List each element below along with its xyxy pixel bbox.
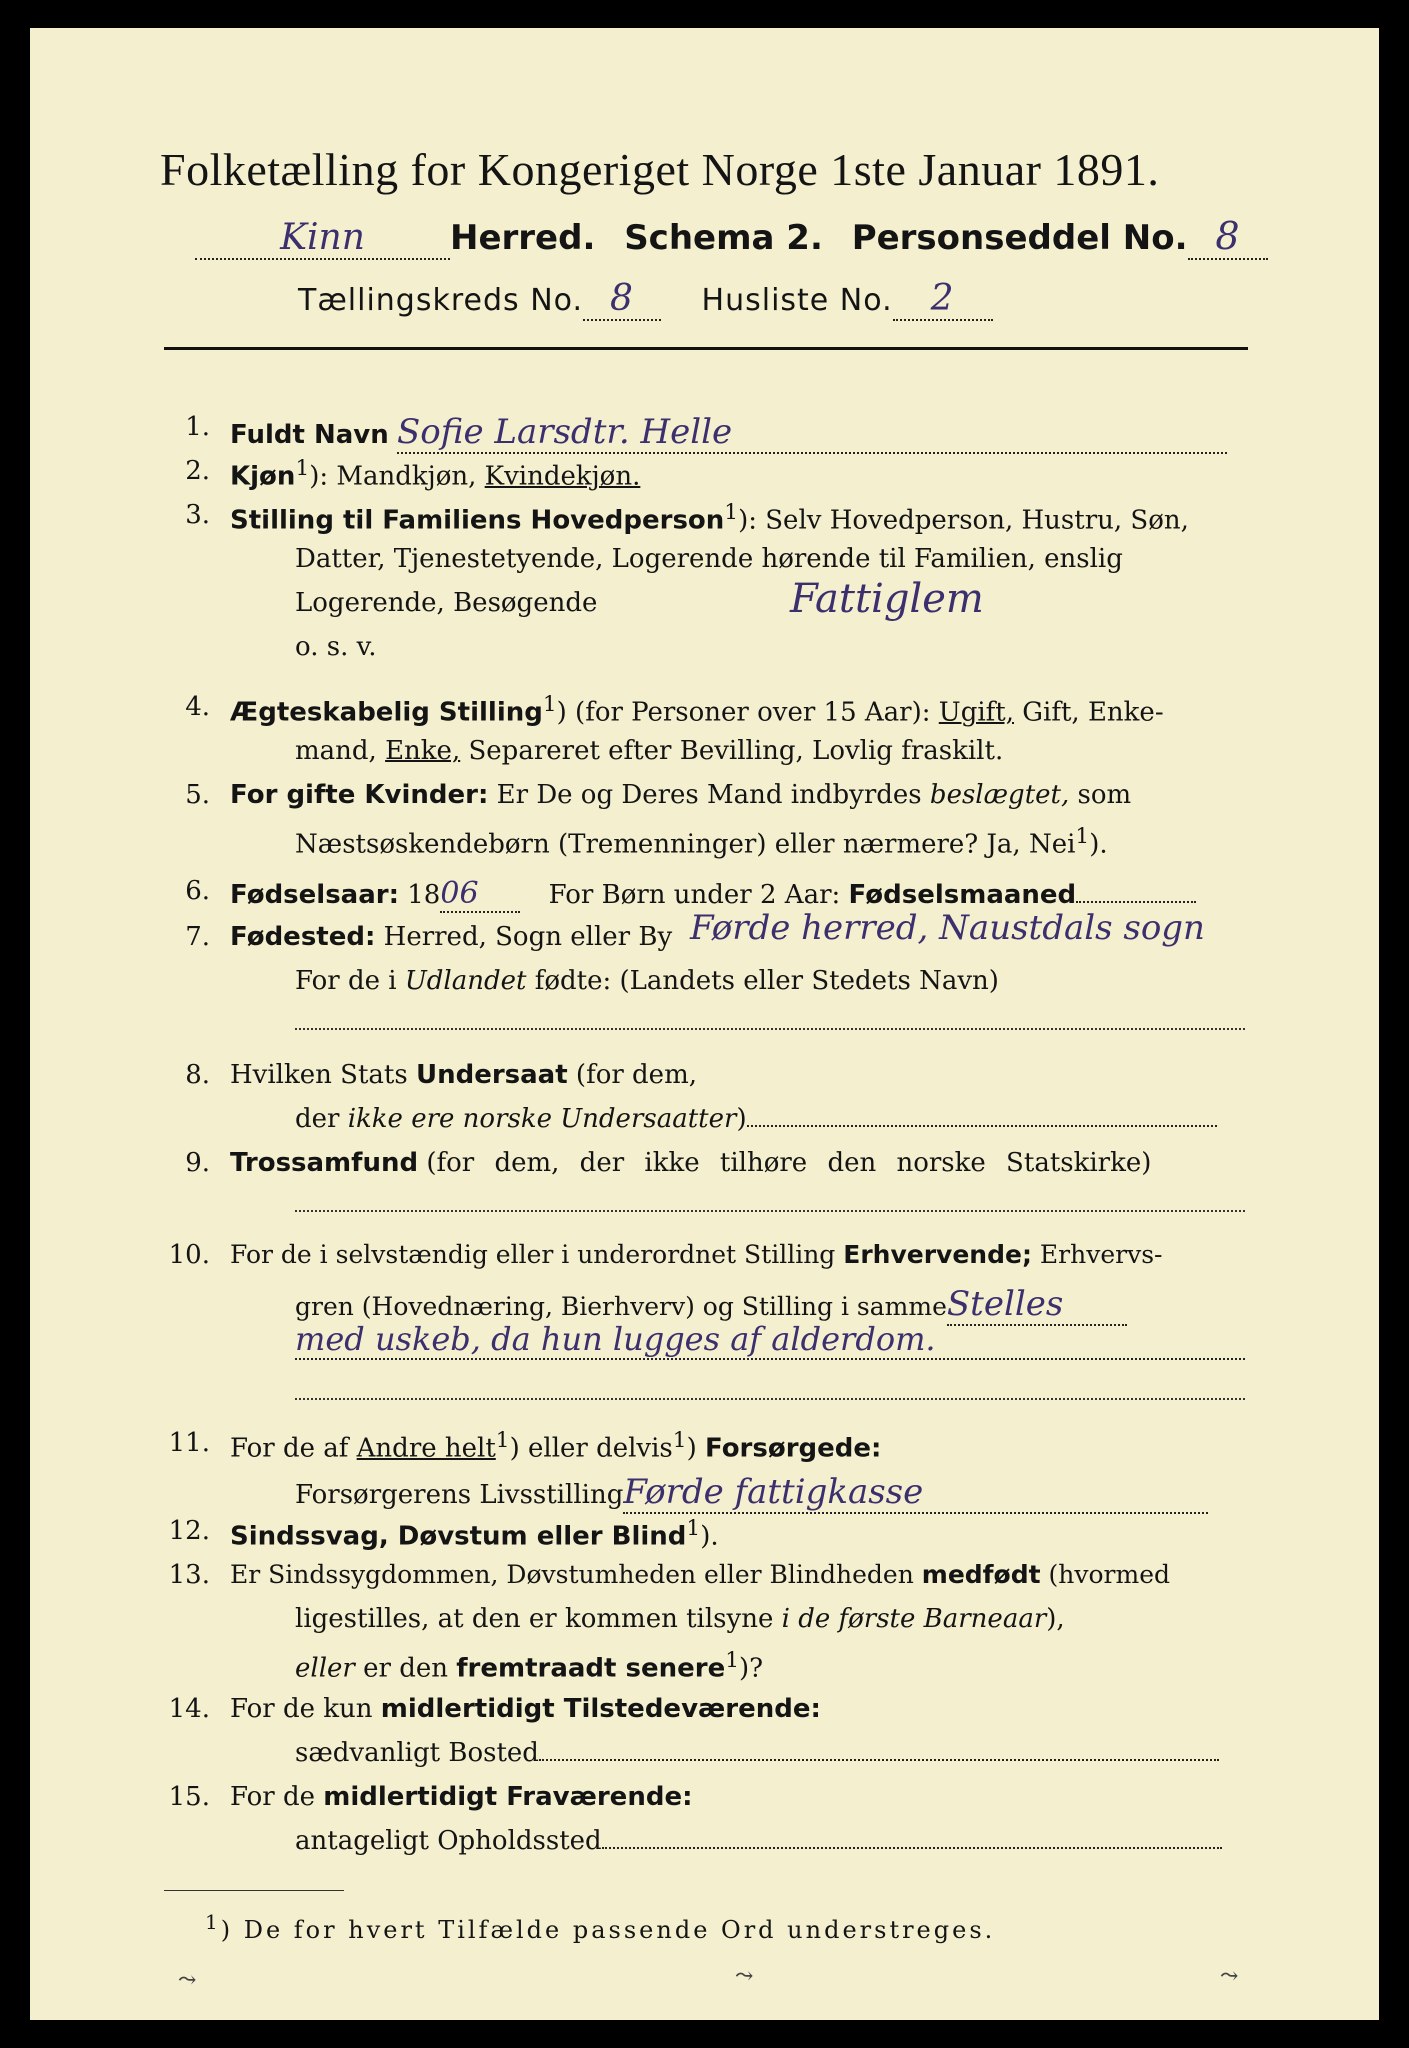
q13-text-c: ligestilles, at den er kommen tilsyne [295, 1604, 774, 1634]
q15-number: 15. [168, 1782, 210, 1812]
q5-text-b: som [1077, 780, 1132, 810]
q7-row-1 [230, 922, 672, 952]
q9-text: (for dem, der ikke tilhøre den norske Statskirke) [426, 1148, 1152, 1178]
q12-bold: Sindssvag, Døvstum eller Blind [230, 1521, 687, 1552]
q10-row-1 [230, 1240, 1162, 1269]
q11-text-a: For de af [230, 1433, 349, 1464]
q14-text-a: For de kun [230, 1694, 373, 1724]
q13-row-2 [295, 1604, 1065, 1634]
q5-italic: beslægtet, [929, 780, 1070, 810]
q14-row-2 [295, 1738, 1219, 1768]
census-form-sheet [30, 28, 1379, 2020]
herred-value: Kinn [195, 217, 450, 260]
form-title: Folketælling for Kongeriget Norge 1ste Januar 1891. [160, 144, 1160, 195]
q10-text-a: For de i selvstændig eller i underordnet Stilling [230, 1240, 836, 1269]
q13-italic-2: eller [295, 1653, 355, 1684]
q6-text: For Børn under 2 Aar: [548, 880, 841, 910]
q4-text-d: Separeret efter Bevilling, Lovlig fraskilt. [468, 736, 1004, 766]
q15-blank [602, 1847, 1222, 1849]
q13-text-d: ), [1046, 1604, 1065, 1634]
q10-text-b: Erhvervs- [1039, 1240, 1163, 1269]
q13-bold-2: fremtraadt senere [456, 1653, 726, 1684]
q11-number: 11. [168, 1428, 210, 1458]
q13-row-1 [230, 1560, 1170, 1589]
q11-text-c: ) [686, 1433, 697, 1464]
q11-andre-underlined: Andre helt [356, 1433, 496, 1464]
q4-label: Ægteskabelig Stilling [230, 697, 543, 728]
q4-ugift-underlined: Ugift, [938, 697, 1014, 728]
q8-row-2 [295, 1104, 1217, 1134]
q3-label: Stilling til Familiens Hovedperson [230, 505, 725, 536]
registration-mark-left: ⤳ [178, 1968, 197, 1993]
q6-number: 6. [185, 876, 210, 906]
q11-text-d: Forsørgerens Livsstilling [295, 1480, 624, 1510]
husliste-label: Husliste No. [701, 283, 893, 318]
header-row-herred [195, 214, 1268, 260]
schema-label: Schema 2. [624, 218, 823, 258]
q1-label: Fuldt Navn [230, 420, 389, 450]
registration-mark-right: ⤳ [1220, 1964, 1239, 1989]
q7-text-c: fødte: (Landets eller Stedets Navn) [534, 966, 999, 996]
q15-bold: midlertidigt Fraværende: [323, 1782, 693, 1812]
q10-occupation-value-2: med uskeb, da hun lugges af alderdom. [295, 1320, 1245, 1360]
q10-text-c: gren (Hovednæring, Bierhverv) og Stilling i samme [295, 1292, 947, 1321]
q8-italic: ikke ere norske Undersaatter [347, 1104, 737, 1134]
q6-month-blank [1076, 901, 1196, 903]
q7-label: Fødested: [230, 922, 376, 952]
q5-footnote-mark: 1 [1075, 824, 1090, 849]
q11-row-1 [230, 1428, 881, 1464]
q5-text-a: Er De og Deres Mand indbyrdes [496, 780, 922, 810]
q15-text-b: antageligt Opholdssted [295, 1826, 602, 1856]
q12-footnote-mark: 1 [686, 1516, 701, 1541]
q13-text-a: Er Sindssygdommen, Døvstumheden eller Blindheden [230, 1560, 914, 1589]
q8-bold: Undersaat [415, 1060, 568, 1090]
q7-blank-line [295, 1028, 1245, 1030]
q9-row [230, 1148, 1151, 1178]
q13-text-b: (hvormed [1048, 1560, 1171, 1589]
q8-blank [747, 1125, 1217, 1127]
footnote [205, 1910, 995, 1944]
q5-row-2 [295, 824, 1108, 860]
taellingskreds-value: 8 [583, 278, 661, 321]
footnote-text: ) De for hvert Tilfælde passende Ord understreges. [220, 1916, 996, 1944]
q11-bold: Forsørgede: [704, 1433, 882, 1464]
q2-label: Kjøn [230, 461, 296, 492]
q3-text-a: ): Selv Hovedperson, Hustru, Søn, [738, 505, 1189, 536]
q4-number: 4. [185, 692, 210, 722]
q7-text-b: For de i [295, 966, 397, 996]
q11-provider-value: Førde fattigkasse [623, 1472, 1208, 1514]
q8-number: 8. [185, 1060, 210, 1090]
taellingskreds-label: Tællingskreds No. [298, 283, 583, 318]
q4-enke-underlined: Enke, [385, 736, 461, 766]
q10-blank-line [295, 1398, 1245, 1400]
personseddel-label: Personseddel No. [851, 218, 1188, 258]
q14-bold: midlertidigt Tilstedeværende: [380, 1694, 821, 1724]
footnote-divider [164, 1890, 344, 1891]
q7-italic: Udlandet [404, 966, 527, 996]
q5-number: 5. [185, 780, 210, 810]
q4-text-a: ) (for Personer over 15 Aar): [556, 697, 931, 728]
q4-row-1 [230, 692, 1164, 728]
q15-row-1 [230, 1782, 692, 1812]
q6-bold: Fødselsmaaned [848, 880, 1077, 910]
q3-text-b: Datter, Tjenestetyende, Logerende hørende til Familien, enslig [295, 544, 1123, 574]
q4-row-2 [295, 736, 1003, 766]
q8-text-c: der [295, 1104, 340, 1134]
header-row-taellingskreds [298, 278, 993, 321]
q6-year-value: 06 [440, 876, 520, 913]
q15-text-a: For de [230, 1782, 315, 1812]
q13-number: 13. [168, 1560, 210, 1590]
q13-bold: medfødt [921, 1560, 1041, 1589]
q13-row-3 [295, 1648, 763, 1684]
q9-number: 9. [185, 1148, 210, 1178]
q8-text-d: ) [736, 1104, 747, 1134]
q10-number: 10. [168, 1240, 210, 1270]
q12-number: 12. [168, 1516, 210, 1546]
registration-mark-center: ⤳ [735, 1964, 754, 1989]
q3-footnote-mark: 1 [724, 500, 739, 525]
q3-text-c: Logerende, Besøgende [295, 588, 598, 618]
q1-number: 1. [185, 412, 210, 442]
q3-number: 3. [185, 500, 210, 530]
q2-number: 2. [185, 456, 210, 486]
q14-blank [539, 1759, 1219, 1761]
q12-text: ). [700, 1521, 719, 1552]
q2-row [230, 456, 640, 492]
q4-footnote-mark: 1 [542, 692, 557, 717]
q4-text-c: mand, [295, 736, 377, 766]
q7-row-2 [295, 966, 999, 996]
q1-row [230, 412, 1227, 454]
q12-row [230, 1516, 719, 1552]
q5-row-1 [230, 780, 1131, 810]
q5-label: For gifte Kvinder: [230, 780, 489, 810]
q14-text-b: sædvanligt Bosted [295, 1738, 539, 1768]
q2-option-female-underlined: Kvindekjøn. [484, 461, 641, 492]
personseddel-value: 8 [1188, 214, 1268, 260]
q3-text-d: o. s. v. [295, 632, 377, 662]
q7-birthplace-value: Førde herred, Naustdals sogn [690, 908, 1205, 948]
q7-number: 7. [185, 922, 210, 952]
footnote-mark: 1 [205, 1910, 221, 1934]
q9-blank-line [295, 1210, 1245, 1212]
q11-footnote-mark-1: 1 [495, 1428, 510, 1453]
q10-row-3 [295, 1320, 1245, 1360]
q2-option-male: ): Mandkjøn, [309, 461, 477, 492]
q1-name-value: Sofie Larsdtr. Helle [397, 412, 1227, 454]
q8-text-a: Hvilken Stats [230, 1060, 408, 1090]
q15-row-2 [295, 1826, 1222, 1856]
husliste-value: 2 [893, 278, 993, 321]
q10-bold: Erhvervende; [843, 1240, 1032, 1269]
q9-bold: Trossamfund [230, 1148, 419, 1178]
q2-footnote-mark: 1 [295, 456, 310, 481]
q6-label: Fødselsaar: [230, 880, 399, 910]
q5-text-d: ). [1089, 829, 1108, 860]
header-divider [164, 347, 1248, 350]
q6-year-prefix: 18 [407, 880, 441, 910]
q13-footnote-mark: 1 [725, 1648, 740, 1673]
q13-text-f: )? [739, 1653, 764, 1684]
q11-row-2 [295, 1472, 1208, 1514]
q3-position-value: Fattiglem [790, 576, 984, 622]
q8-text-b: (for dem, [575, 1060, 697, 1090]
q14-row-1 [230, 1694, 821, 1724]
q11-text-b: ) eller delvis [509, 1433, 673, 1464]
q5-text-c: Næstsøskendebørn (Tremenninger) eller nærmere? Ja, Nei [295, 829, 1076, 860]
q7-text-a: Herred, Sogn eller By [383, 922, 673, 952]
q8-row-1 [230, 1060, 697, 1090]
q13-text-e: er den [363, 1653, 448, 1684]
q3-row-1 [230, 500, 1189, 536]
herred-label: Herred. [450, 218, 596, 258]
q4-text-b: Gift, Enke- [1022, 697, 1164, 728]
q11-footnote-mark-2: 1 [672, 1428, 687, 1453]
q10-occupation-value-1: Stelles [947, 1284, 1127, 1326]
q13-italic: i de første Barneaar [781, 1604, 1047, 1634]
q14-number: 14. [168, 1694, 210, 1724]
